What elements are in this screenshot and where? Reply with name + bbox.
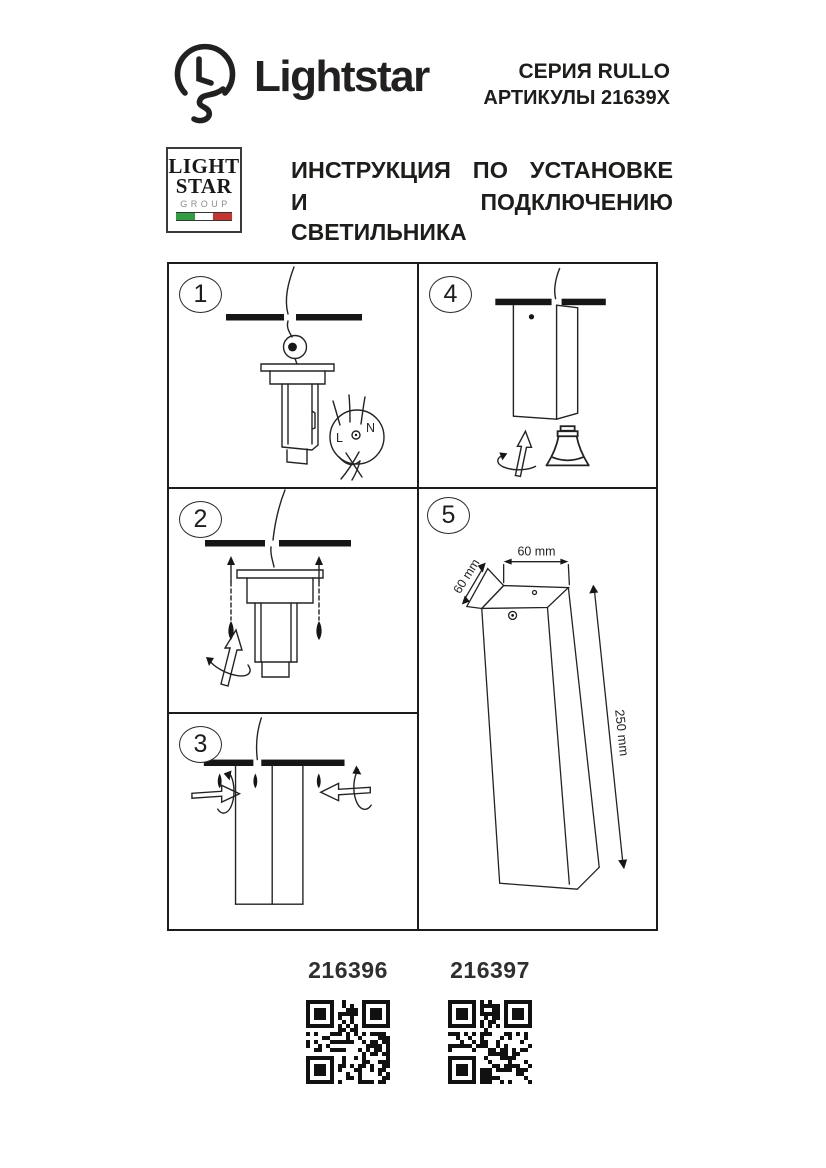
step-number-marker: 3 (179, 726, 222, 763)
step-number-marker: 1 (179, 276, 222, 313)
qr-code (448, 1000, 532, 1084)
series-block (420, 58, 670, 112)
product-code: 216397 (450, 957, 530, 983)
grid-left-column (169, 264, 419, 929)
side-depth-label: 60 mm (450, 556, 483, 597)
lightstar-bulb-logo-icon (162, 36, 248, 126)
neutral-wire-label: N (366, 421, 376, 435)
instruction-diagram-grid (167, 262, 658, 931)
brand-name: Lightstar (254, 52, 429, 101)
step-panel-4 (419, 264, 656, 489)
live-wire-label: L (336, 431, 343, 445)
document-title (291, 155, 673, 247)
product-block (442, 957, 538, 1084)
rotate-arrow-icon (206, 630, 250, 686)
step-panel-2 (169, 489, 417, 714)
gu10-lamp-icon (547, 426, 589, 465)
italian-flag-icon (176, 212, 232, 221)
product-codes-section (0, 957, 826, 1097)
title-line-1: ИНСТРУКЦИЯ ПО УСТАНОВКЕ (291, 157, 673, 183)
slide-arrow-right (321, 766, 372, 810)
body-height-label: 250 mm (612, 708, 632, 757)
step-panel-5 (419, 489, 656, 929)
article-numbers: АРТИКУЛЫ 21639X (483, 87, 670, 109)
series-title: СЕРИЯ RULLO (518, 60, 670, 83)
step-number-marker: 4 (429, 276, 472, 313)
screw-right (315, 556, 323, 640)
lightstar-group-badge (166, 147, 242, 233)
badge-star-label: STAR (175, 174, 233, 198)
grid-right-column (419, 264, 656, 929)
badge-group-label: GROUP (180, 199, 231, 209)
step-panel-3 (169, 714, 417, 929)
step-number-marker: 2 (179, 501, 222, 538)
top-width-label: 60 mm (517, 544, 556, 559)
step-number-marker: 5 (427, 497, 470, 534)
title-line-2: И ПОДКЛЮЧЕНИЮ СВЕТИЛЬНИКА (291, 189, 673, 245)
badge-light-label: LIGHT (168, 154, 240, 178)
screw-left (227, 556, 235, 640)
product-block (300, 957, 396, 1084)
rotate-arrow-icon (498, 431, 536, 476)
step-5-dimensions-diagram (419, 489, 656, 929)
slide-arrow-left (192, 770, 240, 813)
dimension-top-width (504, 559, 570, 585)
qr-code (306, 1000, 390, 1084)
product-code: 216396 (308, 957, 388, 983)
step-panel-1 (169, 264, 417, 489)
